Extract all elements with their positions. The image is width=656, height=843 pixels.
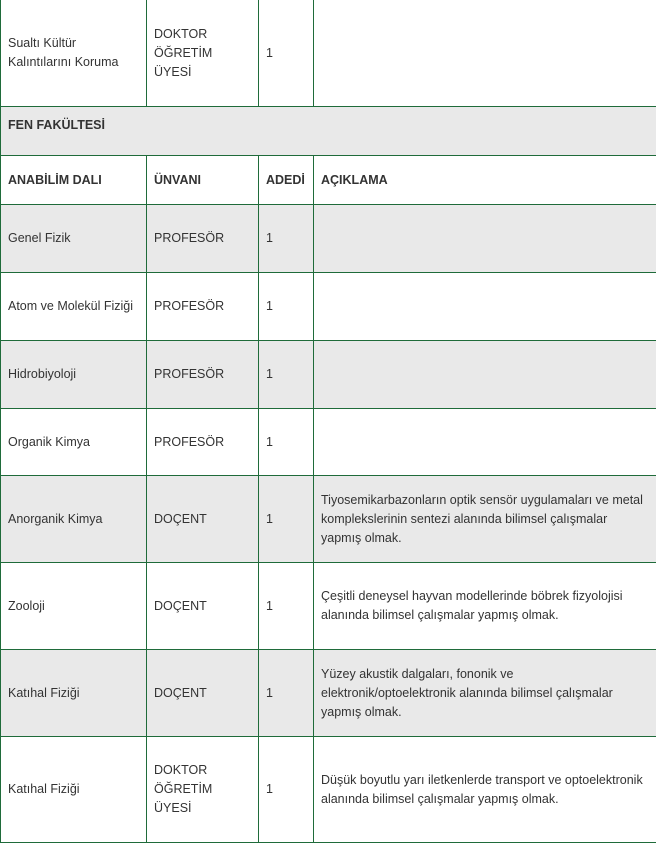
- count-cell: 1: [259, 737, 314, 843]
- dept-cell: Anorganik Kimya: [1, 476, 147, 563]
- desc-cell: [314, 341, 656, 409]
- desc-cell: [314, 0, 656, 107]
- title-cell: DOKTOR ÖĞRETİM ÜYESİ: [147, 0, 259, 107]
- table-row: [1, 273, 656, 341]
- count-cell: 1: [259, 341, 314, 409]
- table-row: [1, 650, 656, 737]
- faculty-row: [1, 107, 656, 156]
- table-row: [1, 341, 656, 409]
- header-desc: AÇIKLAMA: [314, 156, 656, 205]
- table-row: [1, 0, 656, 107]
- desc-cell: [314, 273, 656, 341]
- table-row: [1, 409, 656, 476]
- title-cell: DOÇENT: [147, 650, 259, 737]
- table-row: [1, 205, 656, 273]
- desc-cell: Tiyosemikarbazonların optik sensör uygulamaları ve metal komplekslerinin sentezi alanında bilimsel çalışmalar yapmış olmak.: [314, 476, 656, 563]
- table-row: [1, 563, 656, 650]
- count-cell: 1: [259, 563, 314, 650]
- count-cell: 1: [259, 650, 314, 737]
- dept-cell: Organik Kimya: [1, 409, 147, 476]
- table-row: [1, 737, 656, 843]
- dept-cell: Zooloji: [1, 563, 147, 650]
- title-cell: DOKTOR ÖĞRETİM ÜYESİ: [147, 737, 259, 843]
- title-cell: DOÇENT: [147, 476, 259, 563]
- count-cell: 1: [259, 476, 314, 563]
- dept-cell: Hidrobiyoloji: [1, 341, 147, 409]
- title-cell: PROFESÖR: [147, 205, 259, 273]
- desc-cell: Yüzey akustik dalgaları, fononik ve elektronik/optoelektronik alanında bilimsel çalışmalar yapmış olmak.: [314, 650, 656, 737]
- desc-cell: Çeşitli deneysel hayvan modellerinde böbrek fizyolojisi alanında bilimsel çalışmalar yapmış olmak.: [314, 563, 656, 650]
- header-row: [1, 156, 656, 205]
- header-count: ADEDİ: [259, 156, 314, 205]
- title-cell: PROFESÖR: [147, 273, 259, 341]
- dept-cell: Katıhal Fiziği: [1, 737, 147, 843]
- dept-cell: Sualtı Kültür Kalıntılarını Koruma: [1, 0, 147, 107]
- count-cell: 1: [259, 205, 314, 273]
- dept-cell: Genel Fizik: [1, 205, 147, 273]
- count-cell: 1: [259, 0, 314, 107]
- desc-cell: [314, 409, 656, 476]
- desc-cell: [314, 205, 656, 273]
- table-row: [1, 476, 656, 563]
- faculty-title: FEN FAKÜLTESİ: [1, 107, 656, 156]
- title-cell: PROFESÖR: [147, 341, 259, 409]
- header-title: ÜNVANI: [147, 156, 259, 205]
- dept-cell: Katıhal Fiziği: [1, 650, 147, 737]
- count-cell: 1: [259, 409, 314, 476]
- header-dept: ANABİLİM DALI: [1, 156, 147, 205]
- count-cell: 1: [259, 273, 314, 341]
- dept-cell: Atom ve Molekül Fiziği: [1, 273, 147, 341]
- title-cell: PROFESÖR: [147, 409, 259, 476]
- title-cell: DOÇENT: [147, 563, 259, 650]
- desc-cell: Düşük boyutlu yarı iletkenlerde transport ve optoelektronik alanında bilimsel çalışmalar yapmış olmak.: [314, 737, 656, 843]
